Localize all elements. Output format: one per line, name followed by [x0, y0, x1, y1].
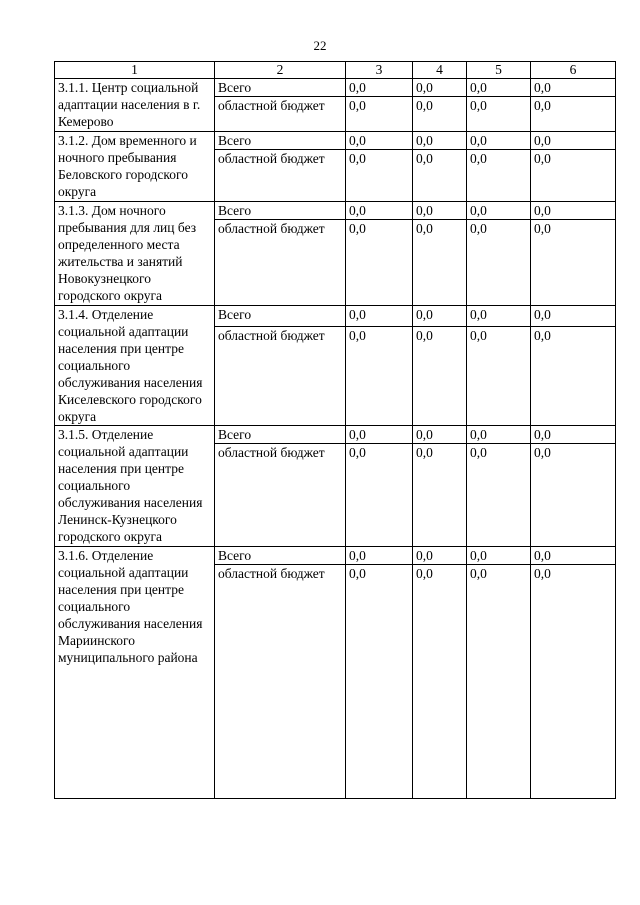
header-cell-6: 6 — [531, 62, 616, 79]
funding-source-label: областной бюджет — [215, 220, 346, 306]
value-cell: 0,0 — [346, 132, 413, 150]
value-cell: 0,0 — [467, 426, 531, 444]
value-cell: 0,0 — [531, 202, 616, 220]
table-row — [55, 426, 616, 444]
value-cell: 0,0 — [531, 97, 616, 132]
value-cell: 0,0 — [413, 306, 467, 327]
funding-source-label: Всего — [215, 202, 346, 220]
value-cell: 0,0 — [413, 547, 467, 565]
value-cell: 0,0 — [467, 97, 531, 132]
value-cell: 0,0 — [346, 306, 413, 327]
value-cell: 0,0 — [467, 132, 531, 150]
value-cell: 0,0 — [346, 426, 413, 444]
value-cell: 0,0 — [467, 547, 531, 565]
value-cell: 0,0 — [346, 202, 413, 220]
value-cell: 0,0 — [467, 444, 531, 547]
funding-source-label: областной бюджет — [215, 97, 346, 132]
value-cell: 0,0 — [467, 202, 531, 220]
program-item-name: 3.1.2. Дом временного и ночного пребывания Беловского городского округа — [55, 132, 215, 202]
value-cell: 0,0 — [346, 97, 413, 132]
value-cell: 0,0 — [531, 326, 616, 425]
funding-source-label: областной бюджет — [215, 326, 346, 425]
value-cell: 0,0 — [413, 79, 467, 97]
table-row — [55, 202, 616, 220]
header-row — [55, 62, 616, 79]
table-row — [55, 132, 616, 150]
funding-source-label: Всего — [215, 79, 346, 97]
value-cell: 0,0 — [413, 326, 467, 425]
value-cell: 0,0 — [413, 202, 467, 220]
value-cell: 0,0 — [346, 220, 413, 306]
funding-source-label: Всего — [215, 547, 346, 565]
page-number: 22 — [313, 38, 327, 53]
value-cell: 0,0 — [346, 444, 413, 547]
value-cell: 0,0 — [346, 150, 413, 202]
value-cell: 0,0 — [531, 79, 616, 97]
header-cell-3: 3 — [346, 62, 413, 79]
funding-source-label: областной бюджет — [215, 150, 346, 202]
value-cell: 0,0 — [531, 426, 616, 444]
value-cell: 0,0 — [467, 306, 531, 327]
value-cell: 0,0 — [413, 150, 467, 202]
table-row — [55, 547, 616, 565]
program-item-name: 3.1.4. Отделение социальной адаптации населения при центре социального обслуживания населения Киселевского городского округа — [55, 306, 215, 426]
value-cell: 0,0 — [413, 97, 467, 132]
value-cell: 0,0 — [346, 547, 413, 565]
value-cell: 0,0 — [346, 565, 413, 799]
value-cell: 0,0 — [531, 132, 616, 150]
value-cell: 0,0 — [413, 565, 467, 799]
program-item-name: 3.1.5. Отделение социальной адаптации населения при центре социального обслуживания населения Ленинск-Кузнецкого городского округа — [55, 426, 215, 547]
value-cell: 0,0 — [531, 444, 616, 547]
program-item-name: 3.1.1. Центр социальной адаптации населения в г. Кемерово — [55, 79, 215, 132]
header-cell-4: 4 — [413, 62, 467, 79]
value-cell: 0,0 — [531, 306, 616, 327]
value-cell: 0,0 — [467, 220, 531, 306]
value-cell: 0,0 — [467, 150, 531, 202]
program-item-name: 3.1.3. Дом ночного пребывания для лиц без определенного места жительства и занятий Новокузнецкого городского округа — [55, 202, 215, 306]
program-item-name: 3.1.6. Отделение социальной адаптации населения при центре социального обслуживания населения Мариинского муниципального района — [55, 547, 215, 799]
value-cell: 0,0 — [413, 444, 467, 547]
value-cell: 0,0 — [413, 132, 467, 150]
header-cell-5: 5 — [467, 62, 531, 79]
funding-source-label: областной бюджет — [215, 565, 346, 799]
table-row — [55, 79, 616, 97]
table-row — [55, 306, 616, 327]
value-cell: 0,0 — [531, 565, 616, 799]
value-cell: 0,0 — [467, 79, 531, 97]
value-cell: 0,0 — [531, 220, 616, 306]
funding-source-label: Всего — [215, 132, 346, 150]
value-cell: 0,0 — [413, 220, 467, 306]
funding-source-label: Всего — [215, 306, 346, 327]
funding-source-label: Всего — [215, 426, 346, 444]
value-cell: 0,0 — [467, 326, 531, 425]
value-cell: 0,0 — [531, 150, 616, 202]
value-cell: 0,0 — [413, 426, 467, 444]
budget-table — [54, 61, 616, 799]
value-cell: 0,0 — [467, 565, 531, 799]
value-cell: 0,0 — [531, 547, 616, 565]
value-cell: 0,0 — [346, 326, 413, 425]
header-cell-1: 1 — [55, 62, 215, 79]
value-cell: 0,0 — [346, 79, 413, 97]
funding-source-label: областной бюджет — [215, 444, 346, 547]
header-cell-2: 2 — [215, 62, 346, 79]
